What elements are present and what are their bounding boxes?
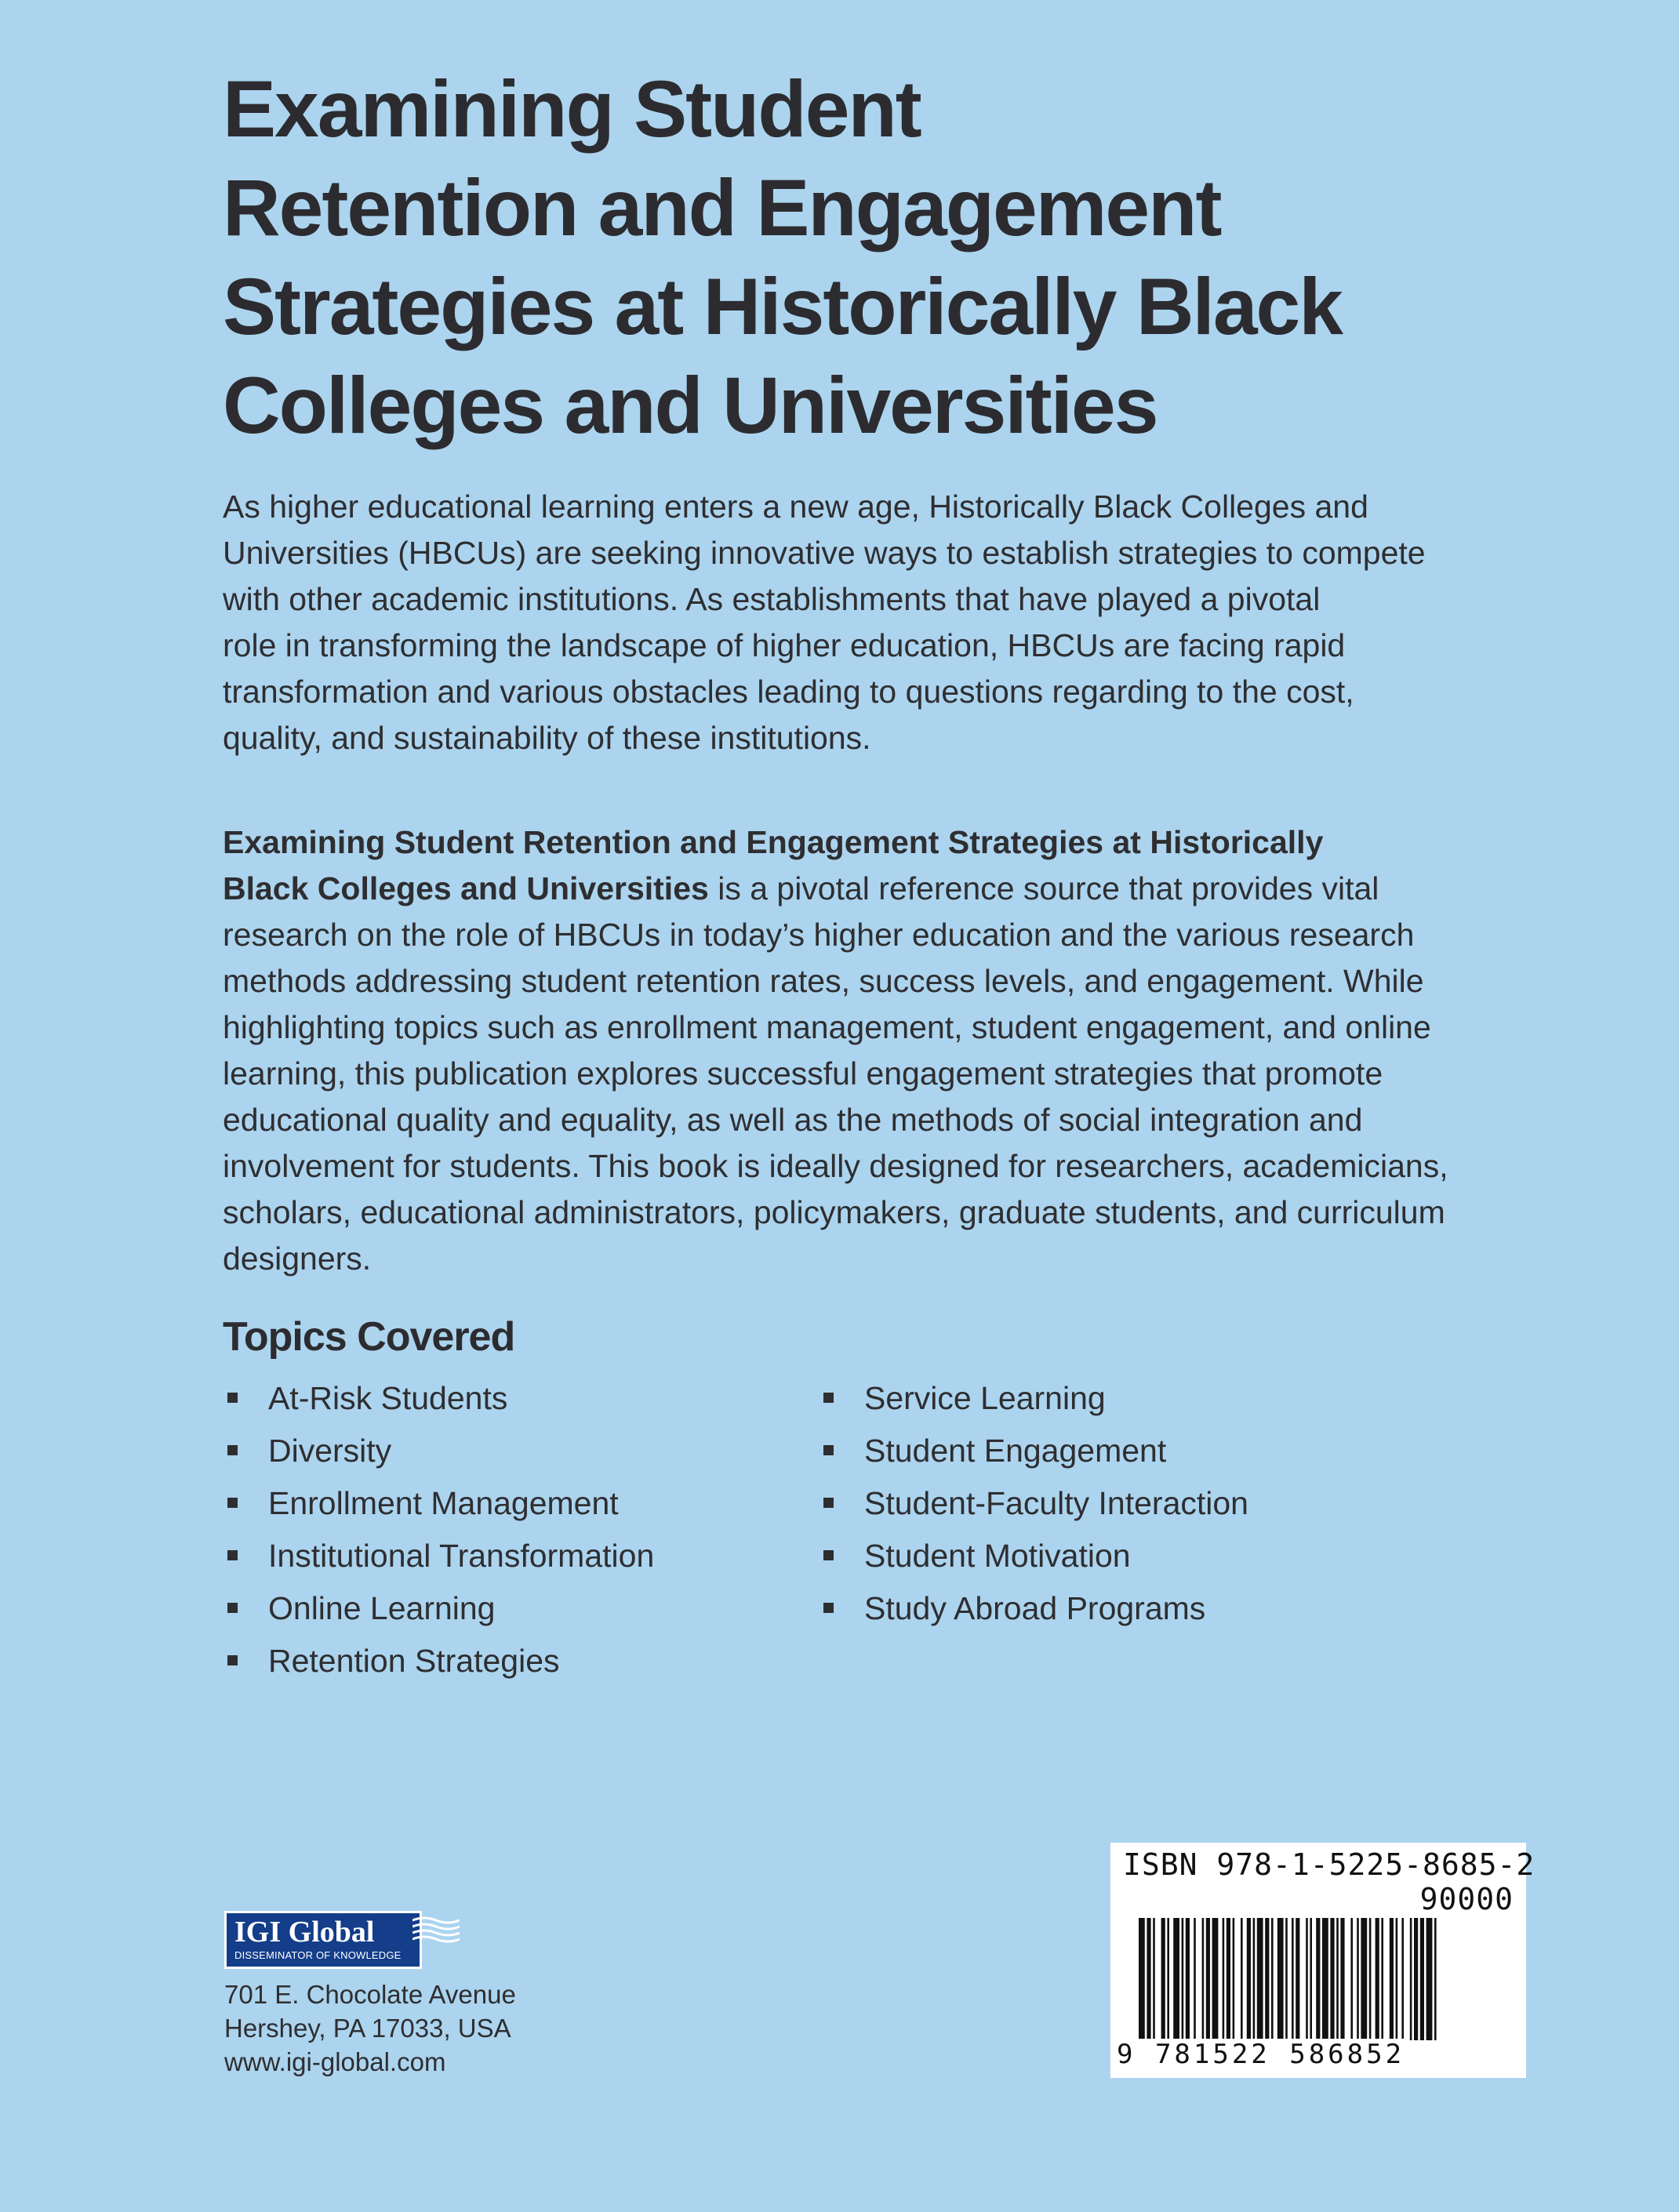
topic-item bbox=[823, 1484, 1248, 1536]
barcode-bar bbox=[1369, 1918, 1372, 2040]
barcode-bar bbox=[1223, 1918, 1225, 2040]
barcode-bar bbox=[1153, 1918, 1155, 2040]
topic-label: Study Abroad Programs bbox=[864, 1590, 1206, 1626]
topic-label: Student-Faculty Interaction bbox=[864, 1485, 1248, 1521]
bullet-icon bbox=[823, 1603, 834, 1613]
logo-badge bbox=[224, 1911, 422, 1969]
logo-name: IGI Global bbox=[234, 1916, 375, 1949]
barcode-bar bbox=[1350, 1918, 1353, 2040]
title-line-3: Strategies at Historically Black bbox=[223, 262, 1343, 351]
bullet-icon bbox=[823, 1445, 834, 1455]
barcode-bar bbox=[1390, 1918, 1394, 2040]
description-line: As higher educational learning enters a new age, Historically Black Colleges and bbox=[223, 489, 1368, 525]
title-line-4: Colleges and Universities bbox=[223, 361, 1157, 450]
barcode-bar bbox=[1247, 1918, 1251, 2040]
topic-label: Enrollment Management bbox=[268, 1485, 619, 1521]
barcode-bar bbox=[1316, 1918, 1320, 2040]
topic-label: Retention Strategies bbox=[268, 1643, 560, 1679]
topics-heading: Topics Covered bbox=[223, 1314, 515, 1360]
ean-digits: 9 781522 586852 bbox=[1117, 2039, 1405, 2070]
barcode-bar bbox=[1296, 1918, 1299, 2040]
barcode-bar bbox=[1186, 1918, 1190, 2040]
description-line: with other academic institutions. As establishments that have played a pivotal bbox=[223, 581, 1321, 617]
topic-label: At-Risk Students bbox=[268, 1380, 508, 1416]
topic-item bbox=[227, 1484, 654, 1536]
description-line: transformation and various obstacles leading to questions regarding to the cost, bbox=[223, 674, 1354, 710]
barcode-bar bbox=[1357, 1918, 1359, 2040]
barcode-bar bbox=[1139, 1918, 1145, 2040]
description-line: Universities (HBCUs) are seeking innovative ways to establish strategies to compete bbox=[223, 535, 1426, 571]
topic-label: Institutional Transformation bbox=[268, 1538, 655, 1574]
barcode-bar bbox=[1434, 1918, 1437, 2040]
topic-item bbox=[227, 1641, 654, 1694]
topic-item bbox=[823, 1431, 1248, 1484]
publisher-logo bbox=[224, 1911, 467, 1969]
barcode-bar bbox=[1401, 1918, 1404, 2040]
barcode-bar bbox=[1310, 1918, 1312, 2040]
barcode-bar bbox=[1410, 1918, 1412, 2040]
description-paragraph-1 bbox=[223, 484, 1493, 761]
book-title-inline: Black Colleges and Universities bbox=[223, 870, 709, 906]
barcode-bar bbox=[1233, 1918, 1235, 2040]
barcode-bar bbox=[1241, 1918, 1243, 2040]
topic-label: Student Motivation bbox=[864, 1538, 1131, 1574]
barcode-bar bbox=[1202, 1918, 1205, 2040]
topics-list-left bbox=[227, 1378, 654, 1694]
topic-item bbox=[823, 1589, 1248, 1641]
barcode-bar bbox=[1253, 1918, 1256, 2040]
topic-item bbox=[227, 1589, 654, 1641]
logo-tagline: DISSEMINATOR OF KNOWLEDGE bbox=[234, 1949, 402, 1961]
barcode-bar bbox=[1396, 1918, 1398, 2040]
bullet-icon bbox=[227, 1550, 238, 1560]
topic-item bbox=[823, 1378, 1248, 1431]
barcode-bar bbox=[1212, 1918, 1219, 2040]
topic-item bbox=[227, 1536, 654, 1589]
price-code: 90000 bbox=[1419, 1882, 1514, 1916]
barcode-bar bbox=[1414, 1918, 1418, 2040]
topic-label: Online Learning bbox=[268, 1590, 496, 1626]
description-line: quality, and sustainability of these institutions. bbox=[223, 720, 871, 756]
bullet-icon bbox=[227, 1393, 238, 1403]
barcode-bar bbox=[1257, 1918, 1263, 2040]
website-link[interactable]: www.igi-global.com bbox=[224, 2047, 446, 2076]
barcode-bar bbox=[1292, 1918, 1294, 2040]
barcode-bar bbox=[1306, 1918, 1308, 2040]
logo-waves-icon bbox=[412, 1916, 460, 1947]
barcode-bar bbox=[1381, 1918, 1383, 2040]
description-line: role in transforming the landscape of higher education, HBCUs are facing rapid bbox=[223, 627, 1346, 663]
topics-list-right bbox=[823, 1378, 1248, 1641]
topic-label: Diversity bbox=[268, 1433, 392, 1469]
topic-label: Student Engagement bbox=[864, 1433, 1167, 1469]
bullet-icon bbox=[823, 1498, 834, 1508]
description-paragraph-2 bbox=[223, 819, 1493, 1282]
barcode-bars-icon bbox=[1139, 1918, 1499, 2040]
title-line-1: Examining Student bbox=[223, 64, 921, 154]
barcode-bar bbox=[1330, 1918, 1334, 2040]
book-title bbox=[223, 60, 1477, 455]
title-line-2: Retention and Engagement bbox=[223, 163, 1221, 252]
description-line bbox=[223, 866, 1493, 912]
barcode-bar bbox=[1277, 1918, 1284, 2040]
address-line: 701 E. Chocolate Avenue bbox=[224, 1980, 516, 2009]
bullet-icon bbox=[227, 1603, 238, 1613]
topic-item bbox=[227, 1378, 654, 1431]
barcode-bar bbox=[1336, 1918, 1339, 2040]
description-line: designers. bbox=[223, 1240, 372, 1277]
topic-label: Service Learning bbox=[864, 1380, 1106, 1416]
description-line: involvement for students. This book is ideally designed for researchers, academicians, bbox=[223, 1148, 1448, 1184]
description-text: is a pivotal reference source that provides vital bbox=[708, 870, 1379, 906]
description-line: methods addressing student retention rates, success levels, and engagement. While bbox=[223, 963, 1424, 999]
topic-item bbox=[227, 1431, 654, 1484]
description-line: scholars, educational administrators, policymakers, graduate students, and curriculum bbox=[223, 1194, 1445, 1230]
publisher-address bbox=[224, 1978, 516, 2079]
bullet-icon bbox=[823, 1393, 834, 1403]
barcode-bar bbox=[1147, 1918, 1150, 2040]
barcode-bar bbox=[1426, 1918, 1433, 2040]
barcode-bar bbox=[1376, 1918, 1379, 2040]
barcode-bar bbox=[1340, 1918, 1344, 2040]
barcode-bar bbox=[1361, 1918, 1367, 2040]
bullet-icon bbox=[227, 1445, 238, 1455]
barcode-bar bbox=[1420, 1918, 1424, 2040]
barcode-bar bbox=[1161, 1918, 1165, 2040]
barcode-bar bbox=[1194, 1918, 1196, 2040]
barcode-bar bbox=[1285, 1918, 1288, 2040]
address-line: Hershey, PA 17033, USA bbox=[224, 2014, 511, 2043]
bullet-icon bbox=[227, 1655, 238, 1665]
barcode-bar bbox=[1322, 1918, 1328, 2040]
description-line: educational quality and equality, as well as the methods of social integration and bbox=[223, 1102, 1363, 1138]
bullet-icon bbox=[227, 1498, 238, 1508]
description-line: highlighting topics such as enrollment management, student engagement, and online bbox=[223, 1009, 1431, 1045]
barcode-bar bbox=[1173, 1918, 1179, 2040]
book-title-inline: Examining Student Retention and Engagement Strategies at Historically bbox=[223, 824, 1324, 860]
barcode-bar bbox=[1227, 1918, 1230, 2040]
barcode-bar bbox=[1265, 1918, 1269, 2040]
bullet-icon bbox=[823, 1550, 834, 1560]
description-line: research on the role of HBCUs in today’s higher education and the various research bbox=[223, 917, 1415, 953]
barcode-bar bbox=[1167, 1918, 1169, 2040]
isbn-label: ISBN 978-1-5225-8685-2 bbox=[1123, 1847, 1535, 1882]
barcode-bar bbox=[1206, 1918, 1210, 2040]
description-line: learning, this publication explores successful engagement strategies that promote bbox=[223, 1055, 1383, 1091]
topic-item bbox=[823, 1536, 1248, 1589]
isbn-barcode bbox=[1110, 1843, 1535, 2078]
barcode-bar bbox=[1271, 1918, 1274, 2040]
barcode-bar bbox=[1182, 1918, 1184, 2040]
